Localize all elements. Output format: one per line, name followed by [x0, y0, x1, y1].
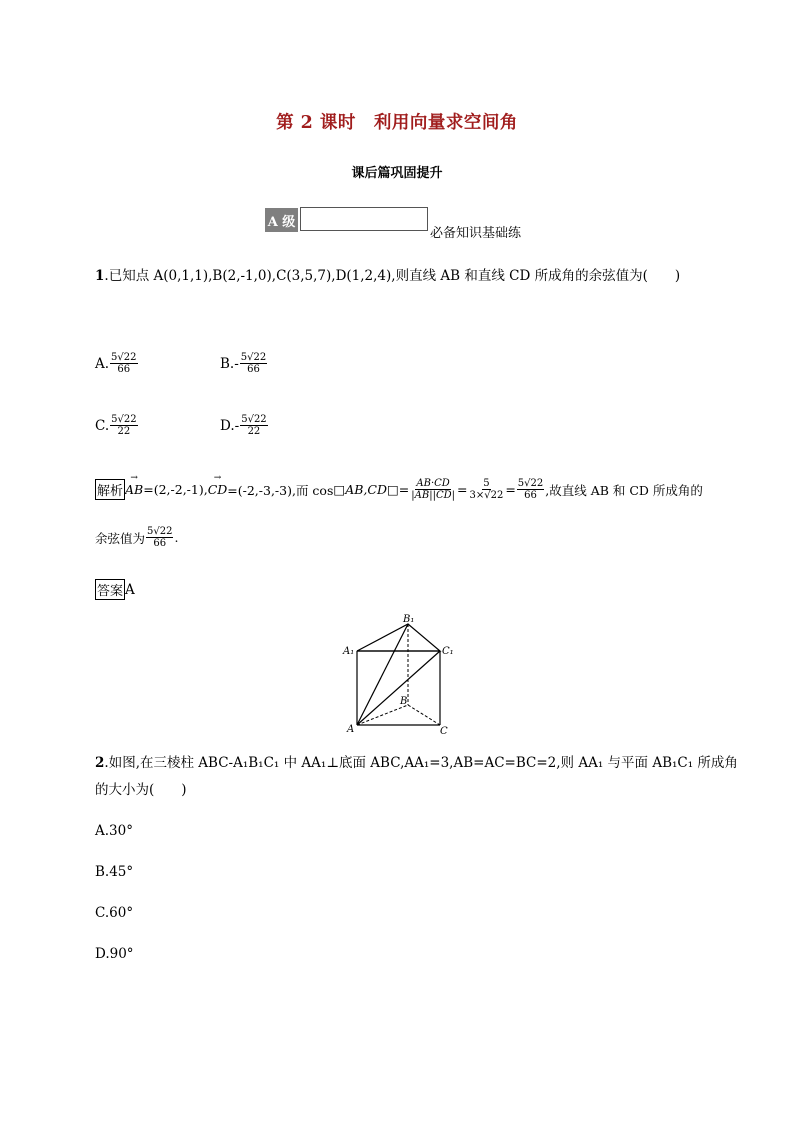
- answer-value: A: [125, 581, 135, 598]
- question-1-answer: [95, 579, 135, 600]
- label-b1: B₁: [403, 614, 415, 625]
- level-box: [300, 207, 428, 231]
- question-1-option-d: D. - $\frac{5√22}{22}$: [220, 414, 267, 437]
- question-2-number: 2: [95, 755, 105, 771]
- level-badge: A 级: [265, 208, 298, 232]
- question-1-solution-line2: 余弦值为 $\frac{5√22}{66}$ .: [95, 526, 179, 549]
- question-1-option-b: B. - $\frac{5√22}{66}$: [220, 352, 267, 375]
- label-b: B: [400, 696, 408, 707]
- answer-tag: 答案: [95, 579, 125, 600]
- question-1-stem: 1.已知点 A(0,1,1),B(2,-1,0),C(3,5,7),D(1,2,4),则直线 AB 和直线 CD 所成角的余弦值为( ): [95, 268, 681, 284]
- prism-figure: [330, 610, 470, 740]
- label-a: A: [347, 724, 355, 735]
- section-subtitle: 课后篇巩固提升: [351, 166, 443, 181]
- question-2-option-a: A.30°: [95, 823, 133, 839]
- question-1-number: 1: [95, 268, 105, 284]
- question-2-option-d: D.90°: [95, 946, 134, 962]
- solution-tag: 解析: [95, 479, 125, 500]
- question-1-solution: 解析 → AB =(2,-2,-1), → CD =(-2,-3,-3),而 cos □ AB,CD □= $\frac{AB\cdot CD}{|AB||CD|}$ = $\frac{5}{3\times√22}$ = $\frac{5√22}{66}$ ,故直线 AB 和 CD 所成角的: [95, 478, 703, 501]
- label-c1: C₁: [442, 646, 454, 657]
- label-c: C: [440, 726, 448, 737]
- question-1-text: 已知点 A(0,1,1),B(2,-1,0),C(3,5,7),D(1,2,4),则直线 AB 和直线 CD 所成角的余弦值为( ): [108, 268, 681, 284]
- question-2-option-c: C.60°: [95, 905, 134, 921]
- top-face: [357, 624, 440, 651]
- question-1-option-c: C. $\frac{5√22}{22}$: [95, 414, 137, 437]
- question-1-option-a: A. $\frac{5√22}{66}$: [95, 352, 137, 375]
- question-2-stem: 2.如图,在三棱柱 ABC-A₁B₁C₁ 中 AA₁⊥底面 ABC,AA₁=3,AB=AC=BC=2,则 AA₁ 与平面 AB₁C₁ 所成角: [95, 755, 738, 771]
- level-label: 必备知识基础练: [430, 226, 522, 241]
- question-2-stem-line2: 的大小为( ): [95, 782, 187, 798]
- question-2-option-b: B.45°: [95, 864, 134, 880]
- page-title: 第 2 课时 利用向量求空间角: [276, 113, 518, 133]
- label-a1: A₁: [343, 646, 355, 657]
